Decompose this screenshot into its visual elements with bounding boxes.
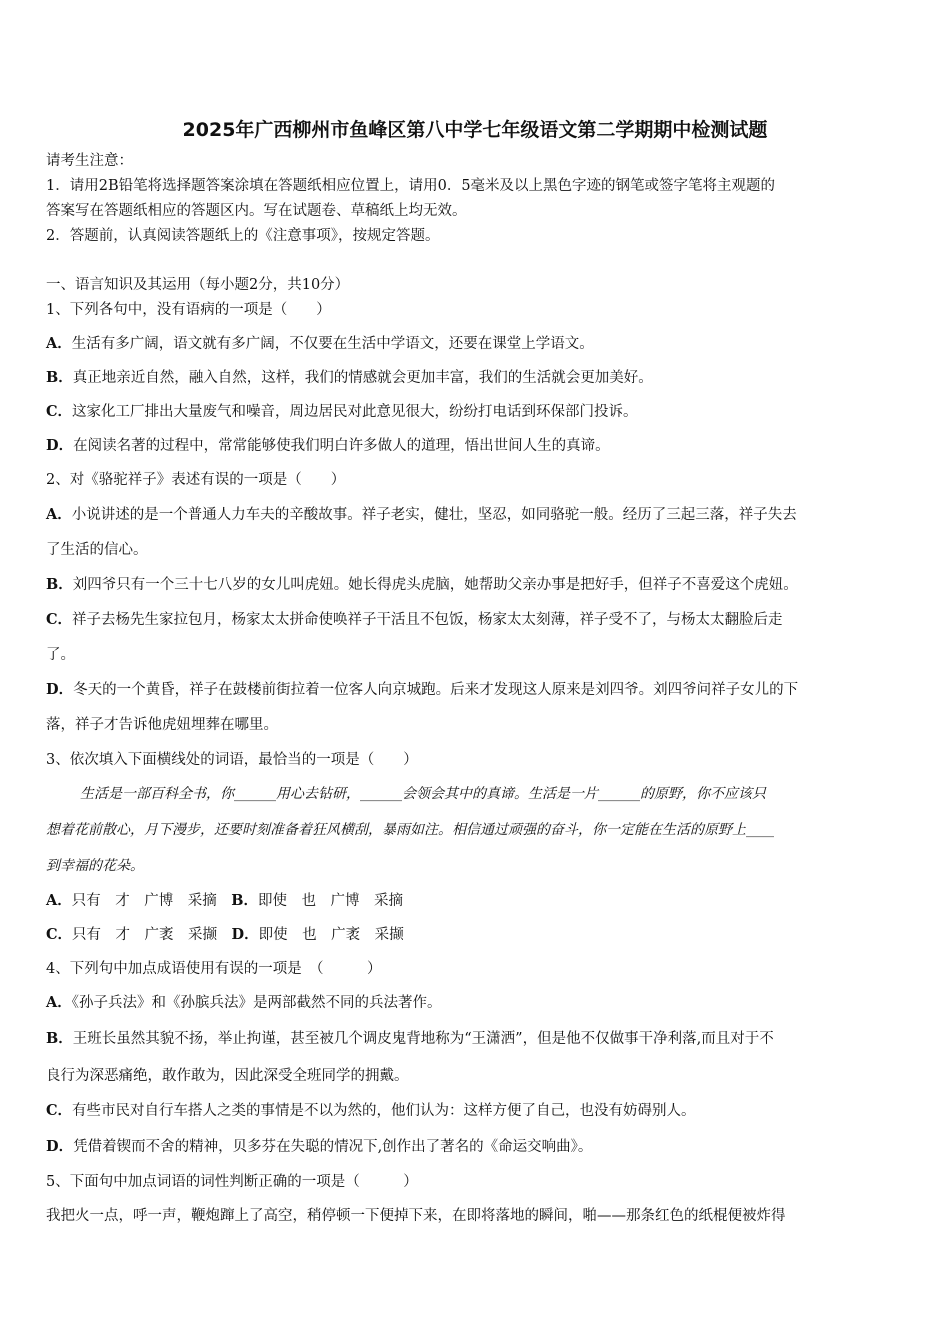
notice-item-1-cont: 答案写在答题纸相应的答题区内。写在试题卷、草稿纸上均无效。 <box>46 203 467 219</box>
q3-passage-line-2: 想着花前散心，月下漫步，还要时刻准备着狂风横刮，暴雨如注。相信通过顽强的奋斗，你一定能在生活的原野上____ <box>46 822 774 838</box>
option-text: 王班长虽然其貌不扬，举止拘谨，甚至被几个调皮鬼背地称为“王潇洒”，但是他不仅做事干净利落,而且对于不 <box>72 1031 774 1047</box>
notice-item-1: 1．请用2B铅笔将选择题答案涂填在答题纸相应位置上，请用0．5毫米及以上黑色字迹的钢笔或签字笔将主观题的 <box>46 178 776 194</box>
option-text: 只有 才 广袤 采撷 <box>72 927 232 943</box>
section-heading: 一、语言知识及其运用（每小题2分，共10分） <box>46 277 350 293</box>
option-letter: D． <box>46 437 74 454</box>
option-letter: B． <box>46 576 73 593</box>
option-letter: C． <box>46 403 73 420</box>
q3-options-cd[interactable] <box>46 925 906 945</box>
option-text: 这家化工厂排出大量废气和噪音，周边居民对此意见很大，纷纷打电话到环保部门投诉。 <box>72 404 638 420</box>
q3-passage-line-1: 生活是一部百科全书，你______用心去钻研，______会领会其中的真谛。生活是一片______的原野，你不应该只 <box>80 786 766 802</box>
q2-option-b[interactable] <box>46 575 906 595</box>
q2-option-a-cont: 了生活的信心。 <box>46 542 148 558</box>
q2-option-c[interactable] <box>46 610 906 630</box>
option-text: 小说讲述的是一个普通人力车夫的辛酸故事。祥子老实，健壮，坚忍，如同骆驼一般。经历了三起三落，祥子失去 <box>71 507 797 523</box>
notice-item-2: 2．答题前，认真阅读答题纸上的《注意事项》，按规定答题。 <box>46 228 440 244</box>
question-5-stem: 5、下面句中加点词语的词性判断正确的一项是（ ） <box>46 1174 418 1190</box>
q2-option-a[interactable] <box>46 505 906 525</box>
question-3-stem: 3、依次填入下面横线处的词语，最恰当的一项是（ ） <box>46 752 418 768</box>
option-text: 《孙子兵法》和《孙膑兵法》是两部截然不同的兵法著作。 <box>71 995 442 1011</box>
question-2-stem: 2、对《骆驼祥子》表述有误的一项是（ ） <box>46 472 346 488</box>
q1-option-a[interactable] <box>46 334 906 354</box>
page-title: 2025年广西柳州市鱼峰区第八中学七年级语文第二学期期中检测试题 <box>182 119 768 141</box>
option-letter: C． <box>46 926 73 943</box>
option-text: 冬天的一个黄昏，祥子在鼓楼前街拉着一位客人向京城跑。后来才发现这人原来是刘四爷。刘四爷问祥子女儿的下 <box>73 682 799 698</box>
q2-option-d[interactable] <box>46 680 906 700</box>
option-text: 凭借着锲而不舍的精神，贝多芬在失聪的情况下,创作出了著名的《命运交响曲》。 <box>73 1139 593 1155</box>
option-letter: C． <box>46 611 73 628</box>
q3-passage-line-3: 到幸福的花朵。 <box>46 858 144 874</box>
option-text: 祥子去杨先生家拉包月，杨家太太拼命使唤祥子干活且不包饭，杨家太太刻薄，祥子受不了，与杨太太翻脸后走 <box>72 612 783 628</box>
option-text: 生活有多广阔，语文就有多广阔，不仅要在生活中学语文，还要在课堂上学语文。 <box>71 336 594 352</box>
q4-option-b[interactable] <box>46 1029 906 1049</box>
q1-option-d[interactable] <box>46 436 906 456</box>
option-letter: B． <box>46 1030 73 1047</box>
option-text: 有些市民对自行车搭人之类的事情是不以为然的，他们认为：这样方便了自己，也没有妨碍别人。 <box>72 1103 696 1119</box>
notice-heading: 请考生注意： <box>46 153 133 169</box>
q2-option-d-cont: 落，祥子才告诉他虎妞埋葬在哪里。 <box>46 717 278 733</box>
option-text: 即使 也 广博 采摘 <box>258 893 404 909</box>
option-letter: C． <box>46 1102 73 1119</box>
q5-passage-line-1: 我把火一点，呼一声，鞭炮蹿上了高空，稍停顿一下便掉下来，在即将落地的瞬间，啪——那条红色的纸棍便被炸得 <box>46 1208 786 1224</box>
option-letter: B． <box>231 892 259 909</box>
option-letter: D． <box>46 1138 74 1155</box>
option-letter: A． <box>46 335 72 352</box>
q4-option-d[interactable] <box>46 1137 906 1157</box>
q3-options-ab[interactable] <box>46 891 906 911</box>
q2-option-c-cont: 了。 <box>46 647 75 663</box>
option-letter: B． <box>46 369 73 386</box>
option-letter: A． <box>46 994 72 1011</box>
option-letter: A． <box>46 892 72 909</box>
option-text: 在阅读名著的过程中，常常能够使我们明白许多做人的道理，悟出世间人生的真谛。 <box>73 438 610 454</box>
q1-option-c[interactable] <box>46 402 906 422</box>
q1-option-b[interactable] <box>46 368 906 388</box>
option-text: 刘四爷只有一个三十七八岁的女儿叫虎妞。她长得虎头虎脑，她帮助父亲办事是把好手，但祥子不喜爱这个虎妞。 <box>72 577 798 593</box>
q4-option-b-cont: 良行为深恶痛绝，敢作敢为，因此深受全班同学的拥戴。 <box>46 1068 409 1084</box>
option-text: 真正地亲近自然，融入自然，这样，我们的情感就会更加丰富，我们的生活就会更加美好。 <box>72 370 653 386</box>
option-text: 只有 才 广博 采摘 <box>71 893 232 909</box>
option-letter: D． <box>231 926 259 943</box>
option-letter: A． <box>46 506 72 523</box>
option-letter: D． <box>46 681 74 698</box>
q4-option-a[interactable] <box>46 993 906 1013</box>
question-1-stem: 1、下列各句中，没有语病的一项是（ ） <box>46 302 331 318</box>
option-text: 即使 也 广袤 采撷 <box>258 927 404 943</box>
question-4-stem: 4、下列句中加点成语使用有误的一项是 （ ） <box>46 961 382 977</box>
q4-option-c[interactable] <box>46 1101 906 1121</box>
